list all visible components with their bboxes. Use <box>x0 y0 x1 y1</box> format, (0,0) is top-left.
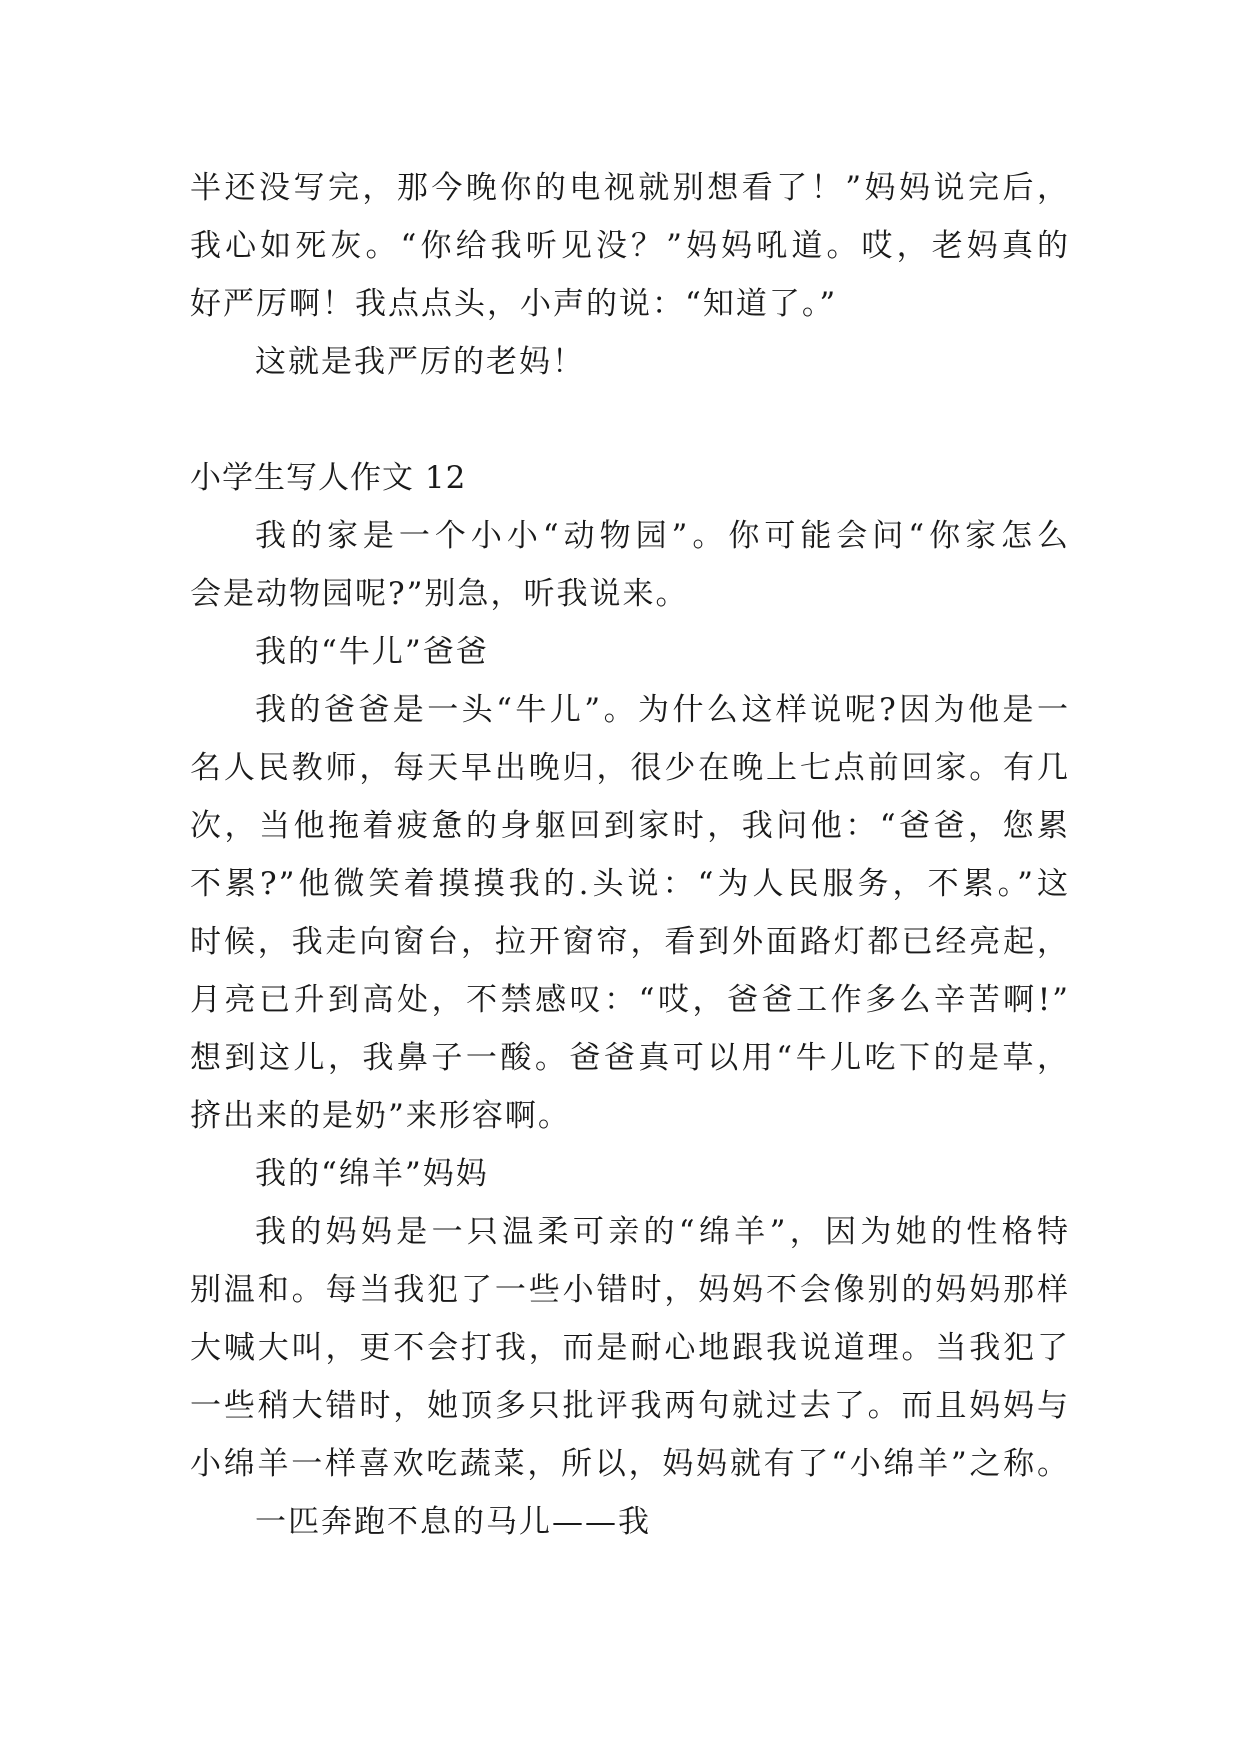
text-line: 想到这儿，我鼻子一酸。爸爸真可以用“牛儿吃下的是草， <box>190 1040 1070 1076</box>
text-line: 不累?”他微笑着摸摸我的.头说：“为人民服务，不累。”这 <box>190 866 1070 902</box>
text-line: 我的爸爸是一头“牛儿”。为什么这样说呢?因为他是一 <box>255 692 1070 728</box>
text-line: 一些稍大错时，她顶多只批评我两句就过去了。而且妈妈与 <box>190 1388 1070 1424</box>
text-line: 半还没写完，那今晚你的电视就别想看了！”妈妈说完后， <box>190 170 1070 206</box>
text-line: 小绵羊一样喜欢吃蔬菜，所以，妈妈就有了“小绵羊”之称。 <box>190 1446 1070 1482</box>
subheading: 我的“牛儿”爸爸 <box>255 634 489 670</box>
text-line: 月亮已升到高处，不禁感叹：“哎，爸爸工作多么辛苦啊!” <box>190 982 1070 1018</box>
text-line: 这就是我严厉的老妈！ <box>255 344 585 380</box>
text-line: 时候，我走向窗台，拉开窗帘，看到外面路灯都已经亮起， <box>190 924 1070 960</box>
text-line: 我的家是一个小小“动物园”。你可能会问“你家怎么 <box>255 518 1070 554</box>
text-line: 名人民教师，每天早出晚归，很少在晚上七点前回家。有几 <box>190 750 1070 786</box>
subheading: 一匹奔跑不息的马儿——我 <box>255 1504 651 1540</box>
text-line: 好严厉啊！我点点头，小声的说：“知道了。” <box>190 286 838 322</box>
text-line: 次，当他拖着疲惫的身躯回到家时，我问他：“爸爸，您累 <box>190 808 1070 844</box>
text-line: 别温和。每当我犯了一些小错时，妈妈不会像别的妈妈那样 <box>190 1272 1070 1308</box>
text-line: 大喊大叫，更不会打我，而是耐心地跟我说道理。当我犯了 <box>190 1330 1070 1366</box>
text-line: 我的妈妈是一只温柔可亲的“绵羊”，因为她的性格特 <box>255 1214 1070 1250</box>
section-title: 小学生写人作文 12 <box>190 460 467 496</box>
text-line: 挤出来的是奶”来形容啊。 <box>190 1098 571 1134</box>
text-line: 会是动物园呢?”别急，听我说来。 <box>190 576 689 612</box>
text-line: 我心如死灰。“你给我听见没？”妈妈吼道。哎，老妈真的 <box>190 228 1070 264</box>
subheading: 我的“绵羊”妈妈 <box>255 1156 489 1192</box>
